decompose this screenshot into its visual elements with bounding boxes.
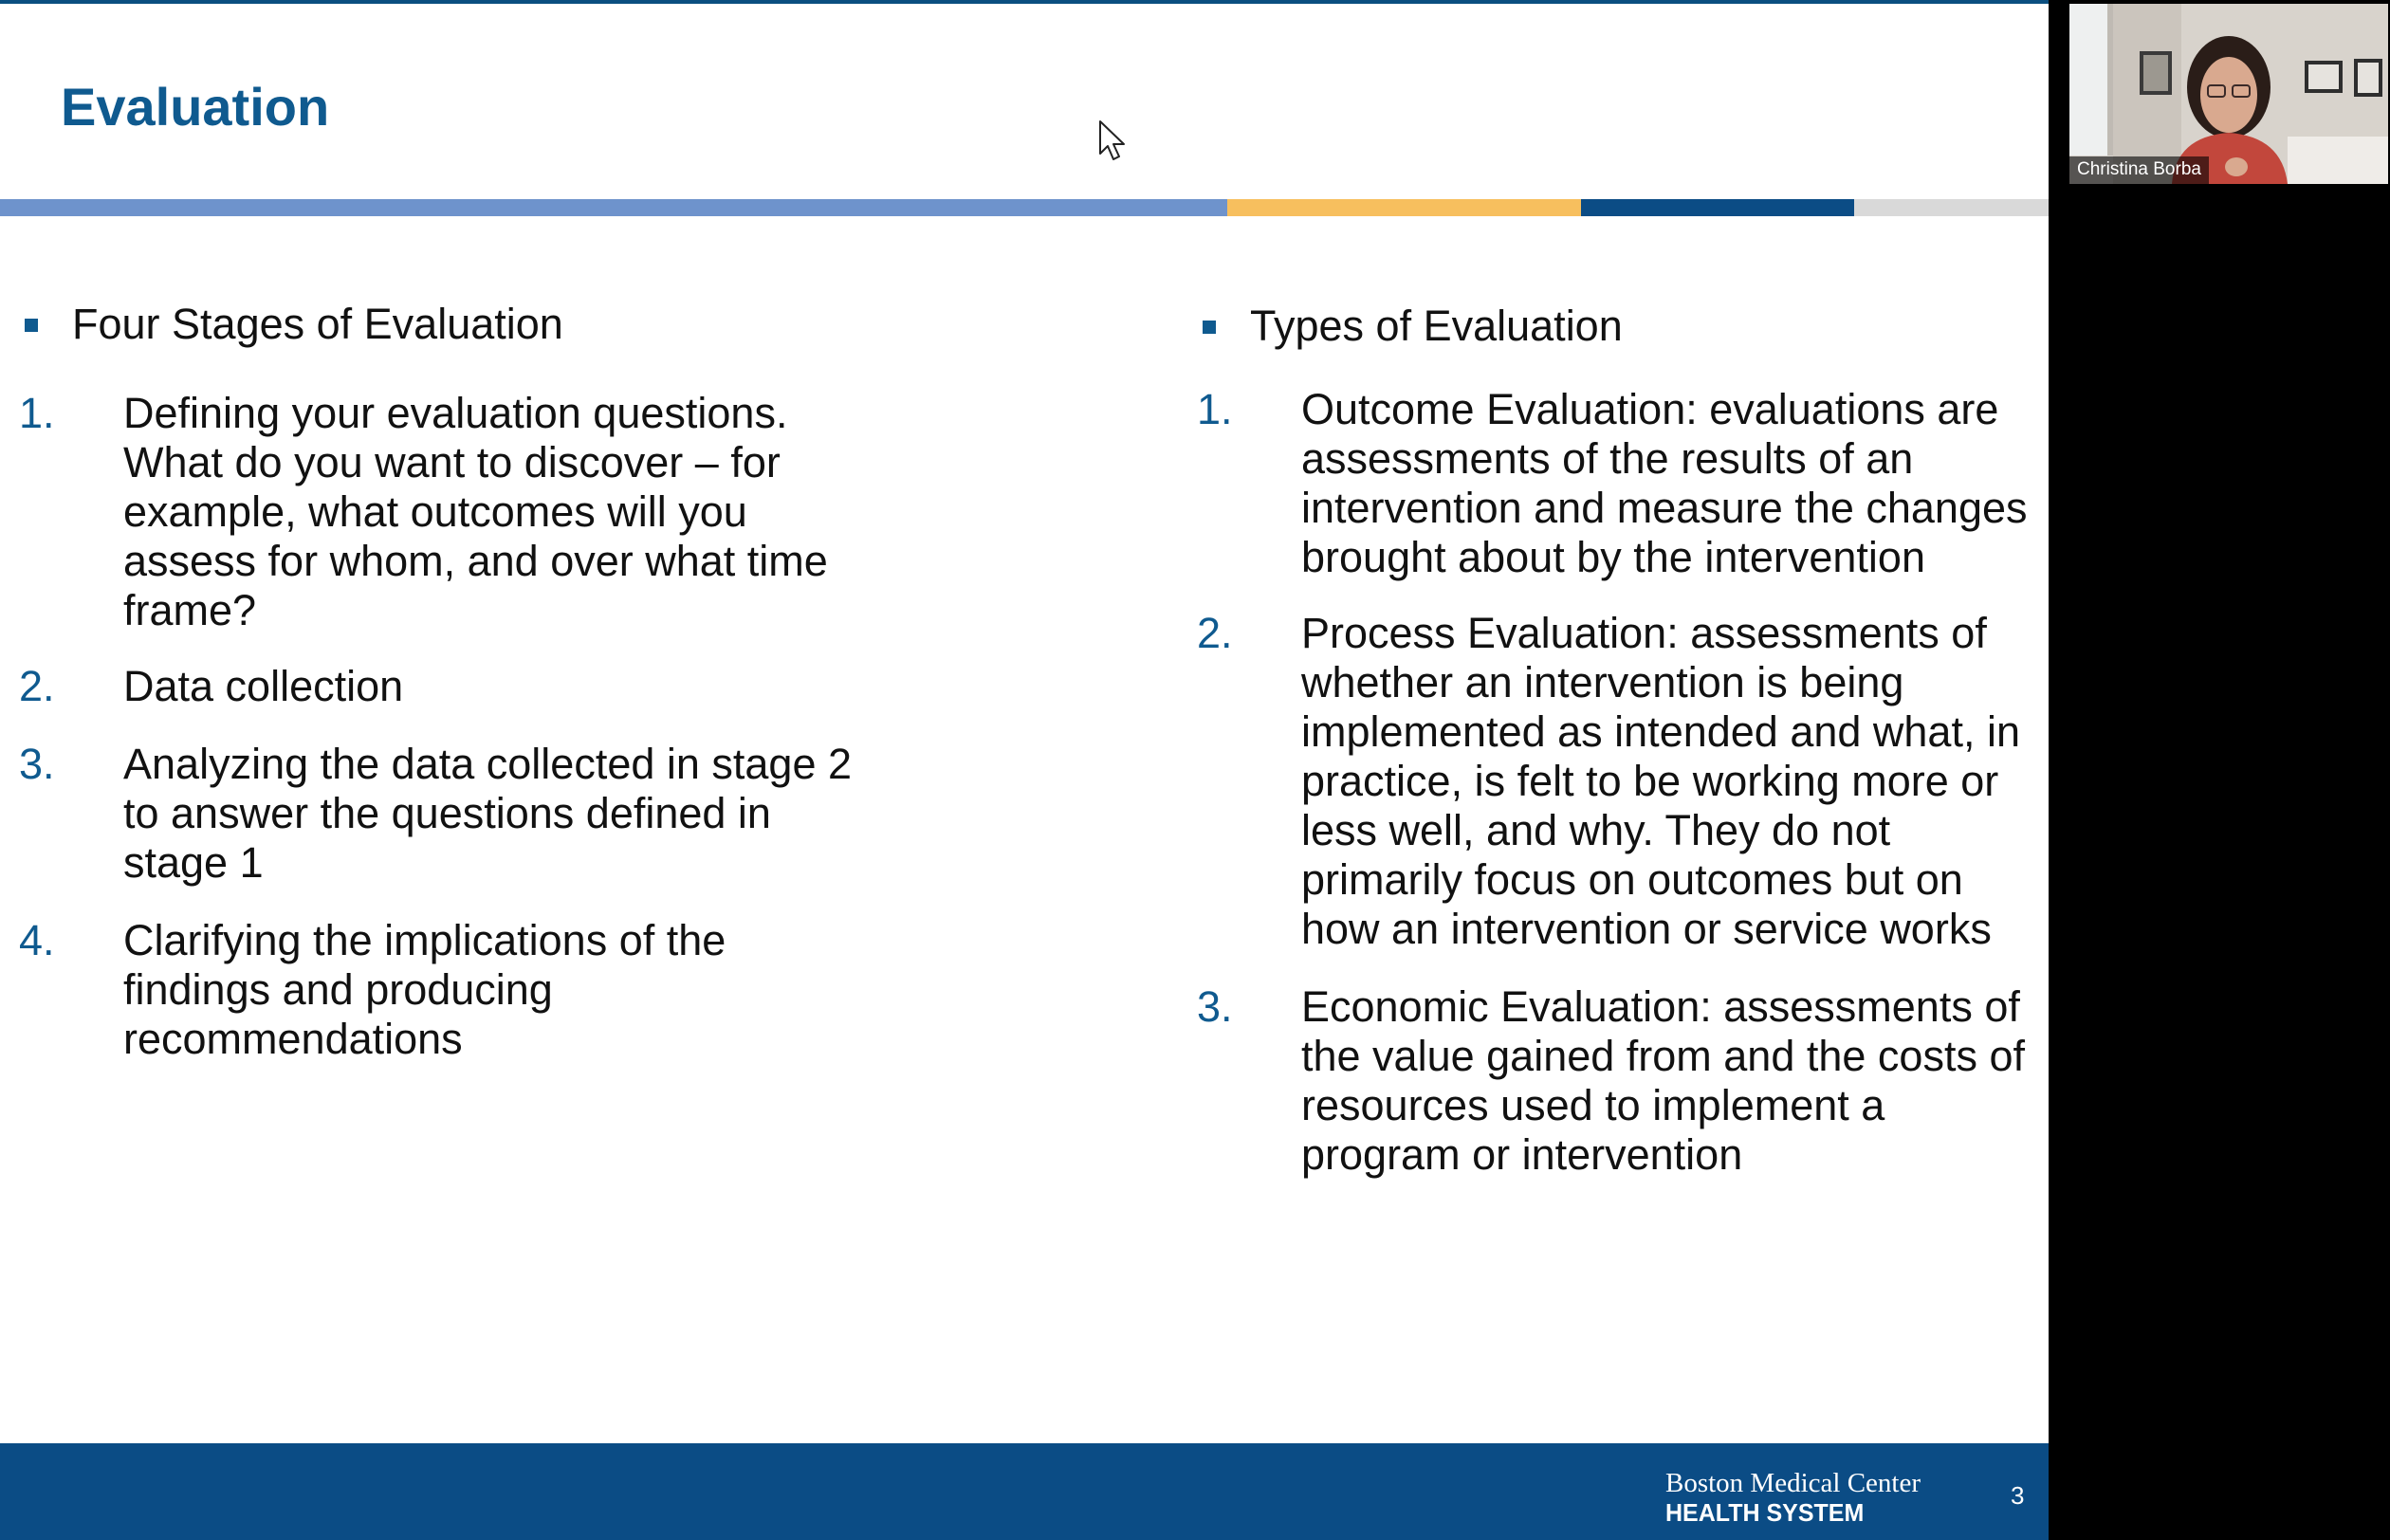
stages-heading-text: Four Stages of Evaluation (72, 300, 563, 348)
type-item-number: 3. (1197, 982, 1233, 1031)
stage-item-text: Data collection (123, 662, 404, 710)
stage-item-text: Analyzing the data collected in stage 2 to answer the questions defined in stage 1 (123, 740, 853, 887)
mouse-pointer-icon (1098, 119, 1131, 163)
slide-number: 3 (2011, 1481, 2025, 1510)
color-bar-segment-gold (1227, 199, 1581, 216)
boston-medical-center-logo (1665, 1468, 1921, 1527)
square-bullet-icon (25, 319, 38, 332)
stage-item-2 (19, 662, 854, 711)
stage-item-text: Defining your evaluation questions. What do you want to discover – for example, what outcomes will you assess for whom, and over what time frame? (123, 389, 828, 634)
participant-name-label: Christina Borba (2069, 156, 2209, 184)
window-top-strip (0, 0, 2049, 4)
stage-item-3 (19, 740, 854, 888)
stage-item-number: 4. (19, 916, 55, 964)
stage-item-number: 2. (19, 662, 55, 710)
type-item-3 (1197, 982, 2041, 1180)
types-heading-text: Types of Evaluation (1250, 302, 1623, 350)
type-item-number: 2. (1197, 609, 1233, 657)
types-column (1197, 298, 2041, 1180)
types-heading (1197, 298, 2041, 355)
type-item-number: 1. (1197, 385, 1233, 433)
stages-heading (19, 296, 854, 353)
participant-video-tile[interactable] (2069, 4, 2388, 184)
title-color-bar (0, 199, 2049, 216)
type-item-1 (1197, 385, 2041, 582)
slide-footer (0, 1443, 2049, 1540)
logo-line-2: HEALTH SYSTEM (1665, 1499, 1865, 1528)
color-bar-segment-dark-blue (1581, 199, 1854, 216)
type-item-text: Process Evaluation: assessments of whether an intervention is being implemented as intended and what, in practice, is felt to be working more or less well, and why. They do not primarily focus on outcomes but on how an intervention or service works (1301, 609, 2020, 953)
color-bar-segment-light-blue (0, 199, 1227, 216)
stage-item-text: Clarifying the implications of the findings and producing recommendations (123, 916, 726, 1063)
type-item-2 (1197, 609, 2041, 954)
stage-item-number: 1. (19, 389, 55, 437)
color-bar-segment-gray (1854, 199, 2049, 216)
stages-column (19, 296, 854, 1064)
slide-title: Evaluation (61, 77, 330, 137)
logo-line-1: Boston Medical Center (1665, 1468, 1921, 1498)
square-bullet-icon (1203, 321, 1216, 334)
stage-item-number: 3. (19, 740, 55, 788)
stage-item-4 (19, 916, 854, 1064)
stage-item-1 (19, 389, 854, 635)
type-item-text: Outcome Evaluation: evaluations are assessments of the results of an intervention and measure the changes brought about by the intervention (1301, 385, 2028, 581)
type-item-text: Economic Evaluation: assessments of the value gained from and the costs of resources used to implement a program or intervention (1301, 982, 2025, 1179)
